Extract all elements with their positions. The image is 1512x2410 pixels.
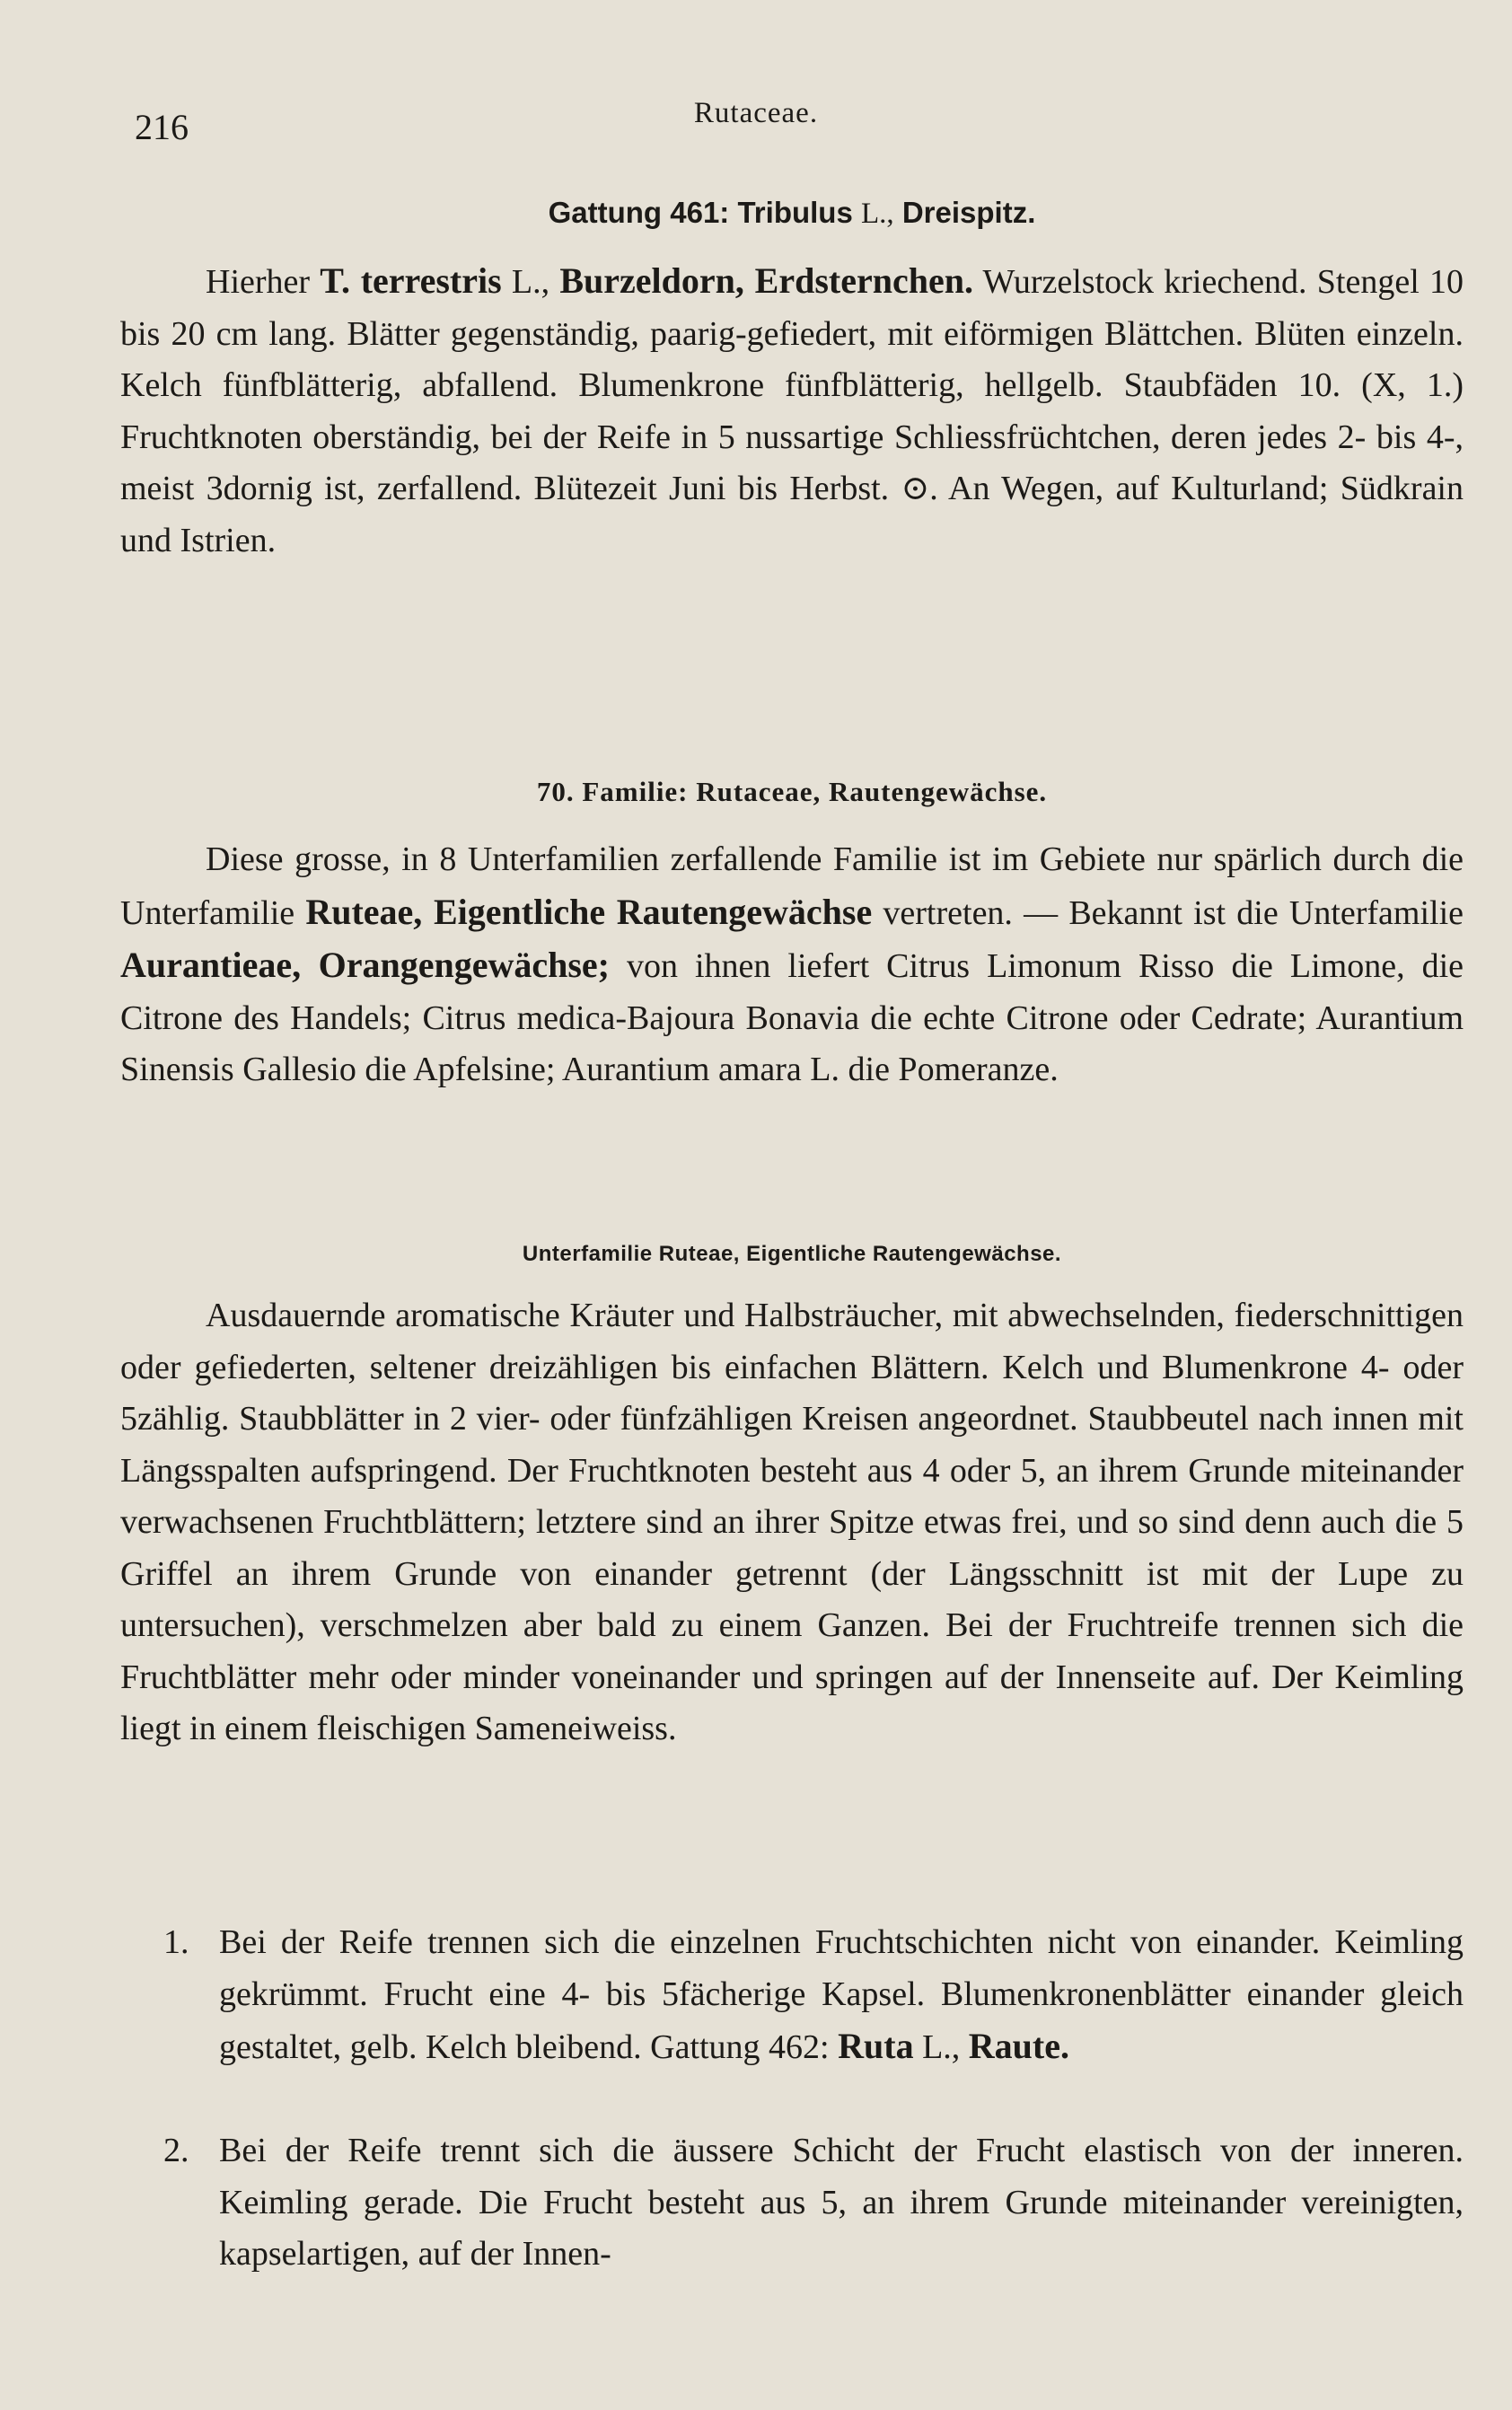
species-name: T. terrestris (320, 260, 502, 301)
running-head: Rutaceae. (693, 97, 819, 129)
genus-common-name: Raute. (968, 2026, 1069, 2066)
species-common-name: Burzeldorn, Erdsternchen. (559, 260, 973, 301)
text-run: Ausdauernde aromatische Kräuter und Halbsträucher, mit abwechselnden, fiederschnittigen oder gefiederten, seltener dreizähligen bis einfachen Blättern. Kelch und Blumenkrone 4- oder 5zählig. Staubblätter in 2 vier- oder fünfzähligen Kreisen angeordnet. Staubbeutel nach innen mit Längsspalten aufspringend. Der Fruchtknoten besteht aus 4 oder 5, an ihrem Grunde miteinander verwachsenen Fruchtblättern; letztere sind an ihrer Spitze etwas frei, und so sind denn auch die 5 Griffel an ihrem Grunde von einander getrennt (der Längsschnitt ist mit der Lupe zu untersuchen), verschmelzen aber bald zu einem Ganzen. Bei der Fruchtreife trennen sich die Fruchtblätter mehr oder minder voneinander und springen auf der Innenseite auf. Der Keimling liegt in einem fleischigen Sameneiweiss. (120, 1297, 1464, 1747)
text-run: Wurzelstock kriechend. Stengel 10 bis 20 cm lang. Blätter gegenständig, paarig-gefiedert, mit eiförmigen Blättchen. Blüten einzeln. Kelch fünfblätterig, abfallend. Blumenkrone fünfblätterig, hellgelb. Staubfäden 10. (X, 1.) Fruchtknoten oberständig, bei der Reife in 5 nussartige Schliessfrüchtchen, deren jedes 2- bis 4-, meist 3dornig ist, zerfallend. Blütezeit Juni bis Herbst. ⊙. An Wegen, auf Kulturland; Südkrain und Istrien. (120, 263, 1464, 559)
text-run: von ihnen liefert Citrus Limonum Risso die Limone, die Citrone des Handels; Citrus medica-Bajoura Bonavia die echte Citrone oder Cedrate; Aurantium Sinensis Gallesio die Apfelsine; Aurantium amara L. die Pomeranze. (120, 947, 1464, 1088)
subfamily-description (120, 1290, 1464, 1755)
genus-heading-tribulus (120, 196, 1464, 231)
key-item-number: 2. (163, 2132, 189, 2169)
text-run: L., (501, 263, 560, 301)
subfamily-name: Ruteae, Eigentliche Rautengewächse (305, 891, 873, 932)
key-item (120, 1917, 1464, 2074)
key-item-text (219, 2125, 1464, 2281)
page-number: 216 (135, 107, 189, 147)
text-run: Bei der Reife trennt sich die äussere Schicht der Frucht elastisch von der inneren. Keimling gerade. Die Frucht besteht aus 5, an ihrem Grunde miteinander vereinigten, kapselartigen, auf der Innen- (219, 2132, 1464, 2273)
subfamily-name: Aurantieae, Orangengewächse; (120, 945, 610, 985)
genus-common-name: Dreispitz. (901, 196, 1036, 229)
family-heading: 70. Familie: Rutaceae, Rautengewächse. (536, 776, 1048, 807)
key-item-text (219, 1917, 1464, 2074)
text-run: L., (913, 2028, 969, 2066)
key-item-number: 1. (163, 1923, 189, 1961)
text-run: vertreten. — Bekannt ist die Unterfamilie (872, 893, 1464, 932)
subfamily-heading: Unterfamilie Ruteae, Eigentliche Rautengewächse. (522, 1242, 1062, 1266)
text-run: Diese grosse, in 8 Unterfamilien zerfallende Familie ist im Gebiete nur spärlich durch die Unterfamilie (120, 840, 1464, 932)
family-description (120, 834, 1464, 1096)
text-run: Bei der Reife trennen sich die einzelnen Fruchtschichten nicht von einander. Keimling gekrümmt. Frucht eine 4- bis 5fächerige Kapsel. Blumenkronenblätter einander gleich gestaltet, gelb. Kelch bleibend. Gattung 462: (219, 1923, 1464, 2066)
text-run: Hierher (206, 263, 321, 301)
genus-name: Ruta (838, 2026, 914, 2066)
key-item (120, 2125, 1464, 2281)
genus-author: L., (860, 198, 894, 230)
tribulus-description (120, 255, 1464, 567)
genus-heading-label: Gattung 461: Tribulus (548, 196, 853, 229)
